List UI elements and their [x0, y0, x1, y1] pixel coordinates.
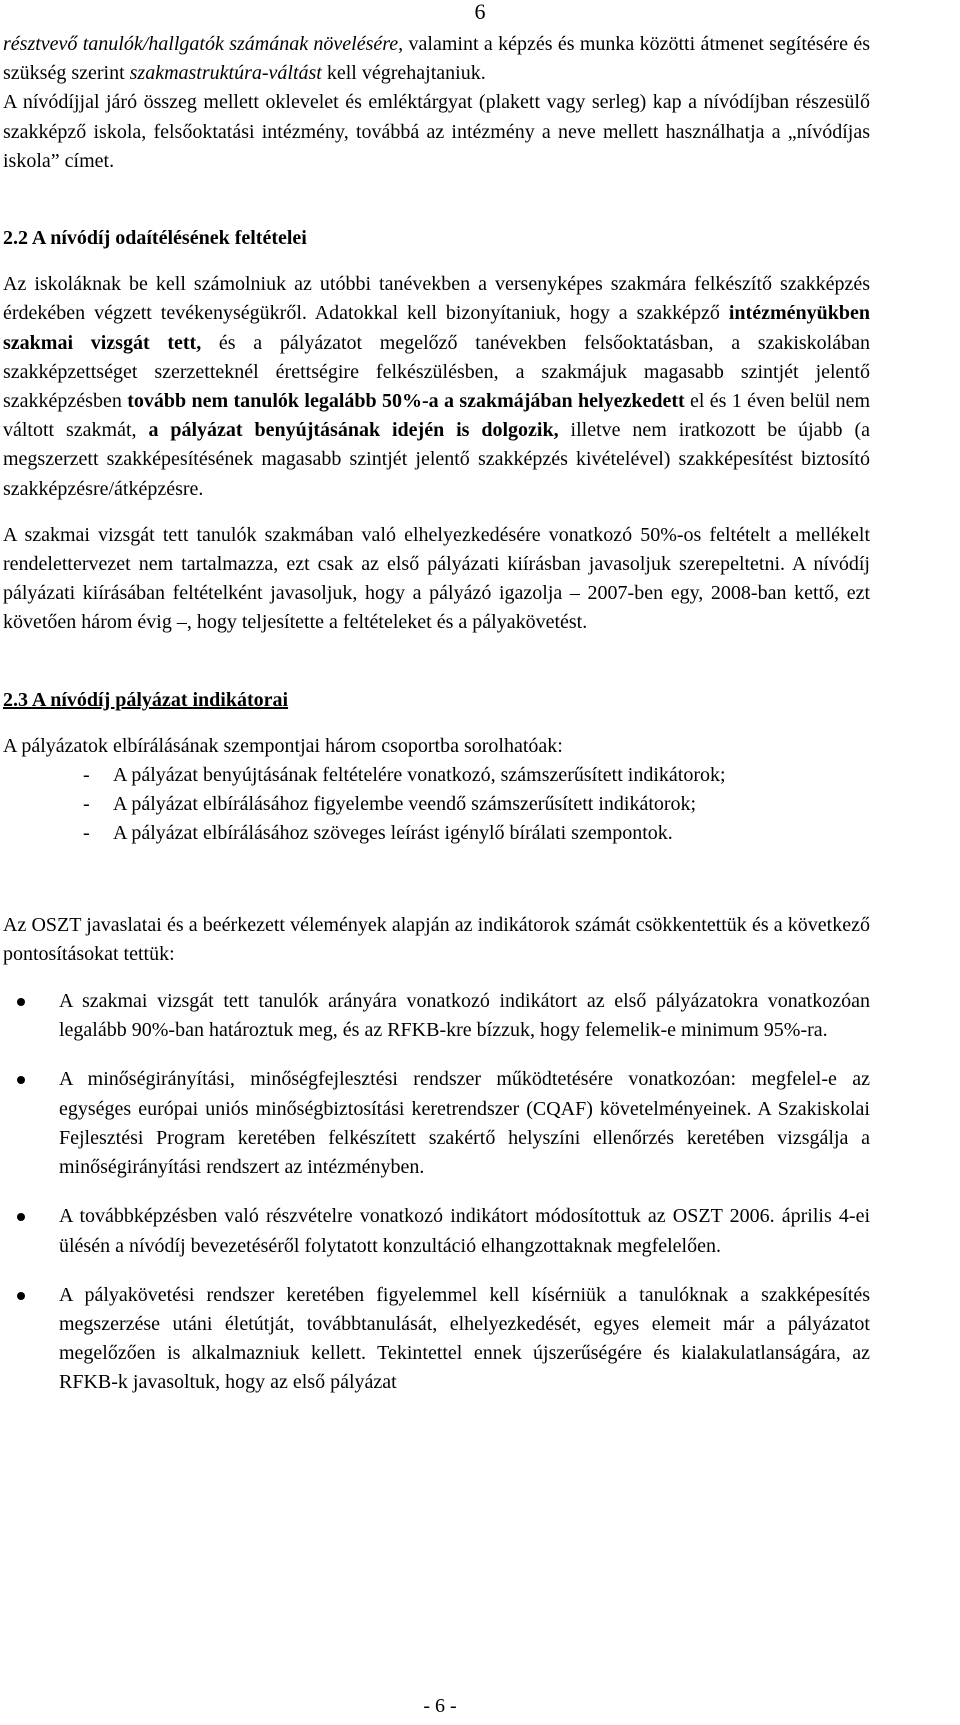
list-item — [3, 761, 870, 790]
bold-phrase: tovább nem tanulók legalább 50%-a a szakmájában helyezkedett — [127, 390, 685, 413]
list-item-text: A pályázat benyújtásának feltételére vonatkozó, számszerűsített indikátorok; — [113, 764, 726, 787]
list-item — [3, 819, 870, 848]
section-heading-2-3: 2.3 A nívódíj pályázat indikátorai — [3, 688, 289, 711]
bullet-icon — [17, 1076, 25, 1084]
section-number: 2. — [3, 227, 18, 250]
list-item — [3, 790, 870, 819]
list-item-text: A pályázat elbírálásához szöveges leírást igénylő bírálati szempontok. — [113, 822, 673, 845]
dash-marker: - — [83, 822, 90, 845]
bold-phrase: a pályázat benyújtásának idején is dolgozik, — [148, 419, 559, 442]
dash-marker: - — [83, 793, 90, 816]
italic-phrase: szakmastruktúra-váltást — [129, 62, 322, 85]
changes-bullet-list — [3, 987, 870, 1397]
text-run: el és 1 éven belül nem váltott szakmát, — [3, 390, 871, 442]
page-number-top: 6 — [474, 0, 486, 24]
list-item — [3, 1202, 870, 1260]
text-run: kell végrehajtaniuk. — [321, 62, 486, 85]
text-run: Az iskoláknak be kell számolniuk az utóbbi tanévekben a versenyképes szakmára felkészítő szakképzés érdekében végzett tevékenységükről. Adatokkal kell bizonyítaniuk, hogy a szakképző — [3, 273, 870, 325]
section-heading-2-2 — [3, 224, 870, 253]
page-number-bottom: - 6 - — [423, 1695, 457, 1717]
intro-paragraph-continued — [3, 30, 870, 88]
document-body — [3, 30, 870, 1398]
list-item — [3, 1065, 870, 1182]
bullet-icon — [17, 1292, 25, 1300]
list-item-text: A pályázat elbírálásához figyelembe veendő számszerűsített indikátorok; — [113, 793, 697, 816]
list-item-text: A pályakövetési rendszer keretében figyelemmel kell kísérniük a tanulóknak a szakképesítés megszerzése utáni életútját, továbbtanulását, elhelyezkedését, egyes elemeit már a pályázatot megelőzően is alkalmazniuk kellett. Tekintettel ennek újszerűségére és kialakulatlanságára, az RFKB-k javasoltuk, hogy az első pályázat — [59, 1283, 870, 1394]
list-item-text: A továbbképzésben való részvételre vonatkozó indikátort módosítottuk az OSZT 2006. április 4-ei ülésén a nívódíj bevezetéséről folytatott konzultáció elhangzottaknak megfelelően. — [59, 1205, 870, 1257]
requirement-paragraph: A szakmai vizsgát tett tanulók szakmában való elhelyezkedésére vonatkozó 50%-os feltételt a mellékelt rendelettervezet nem tartalmazza, ezt csak az első pályázati kiírásban javasoljuk szerepeltetni. A nívódíj pályázati kiírásában feltételként javasoljuk, hogy a pályázó igazolja – 2007-ben egy, 2008-ban kettő, ezt követően három évig –, hogy teljesítette a feltételeket és a pályakövetést. — [3, 523, 870, 634]
oszt-paragraph: Az OSZT javaslatai és a beérkezett vélemények alapján az indikátorok számát csökkentettük és a következő pontosításokat tettük: — [3, 913, 870, 965]
section-title: 2 A nívódíj odaítélésének feltételei — [18, 227, 307, 250]
text-run: valamint a képzés és munka közötti átmenet segítésére és szükség szerint — [3, 33, 870, 85]
text-run: illetve nem iratkozott be újabb (a megszerzett szakképesítésének magasabb szintjét jelentő szakképzés kivételével) szakképesítést biztosító szakképzésre/átképzésre. — [3, 419, 870, 500]
award-paragraph: A nívódíjjal járó összeg mellett oklevelet és emléktárgyat (plakett vagy serleg) kap a nívódíjban részesülő szakképző iskola, felsőoktatási intézmény, továbbá az intézmény a neve mellett használhatja a „nívódíjas iskola” címet. — [3, 91, 870, 172]
bullet-icon — [17, 998, 25, 1006]
text-run: és a pályázatot megelőző tanévekben felsőoktatásban, a szakiskolában szakképzettséget szerzetteknél érettségire felkészülésben, a szakmájuk magasabb szintjét jelentő szakképzésben — [3, 331, 870, 413]
italic-phrase: résztvevő tanulók/hallgatók számának növelésére, — [3, 33, 404, 55]
list-item-text: A szakmai vizsgát tett tanulók arányára vonatkozó indikátort az első pályázatokra vonatkozóan legalább 90%-ban határoztuk meg, és az RFKB-kre bízzuk, hogy felemelik-e minimum 95%-ra. — [59, 990, 870, 1042]
dash-marker: - — [83, 764, 90, 787]
list-item-text: A minőségirányítási, minőségfejlesztési rendszer működtetésére vonatkozóan: megfelel-e az egységes európai uniós minőségbiztosítási keretrendszer (CQAF) követelményeinek. A Szakiskolai Fejlesztési Program keretében felkészített szakértő helyszíni ellenőrzés keretében vizsgálja a minőségirányítási rendszert az intézményben. — [59, 1068, 870, 1179]
conditions-paragraph — [3, 270, 870, 504]
bold-phrase: intézményükben szakmai vizsgát tett, — [3, 302, 870, 354]
list-item — [3, 987, 870, 1045]
list-item — [3, 1281, 870, 1398]
bullet-icon — [17, 1213, 25, 1221]
criteria-dash-list — [3, 761, 870, 849]
criteria-intro: A pályázatok elbírálásának szempontjai három csoportba sorolhatóak: — [3, 734, 563, 757]
